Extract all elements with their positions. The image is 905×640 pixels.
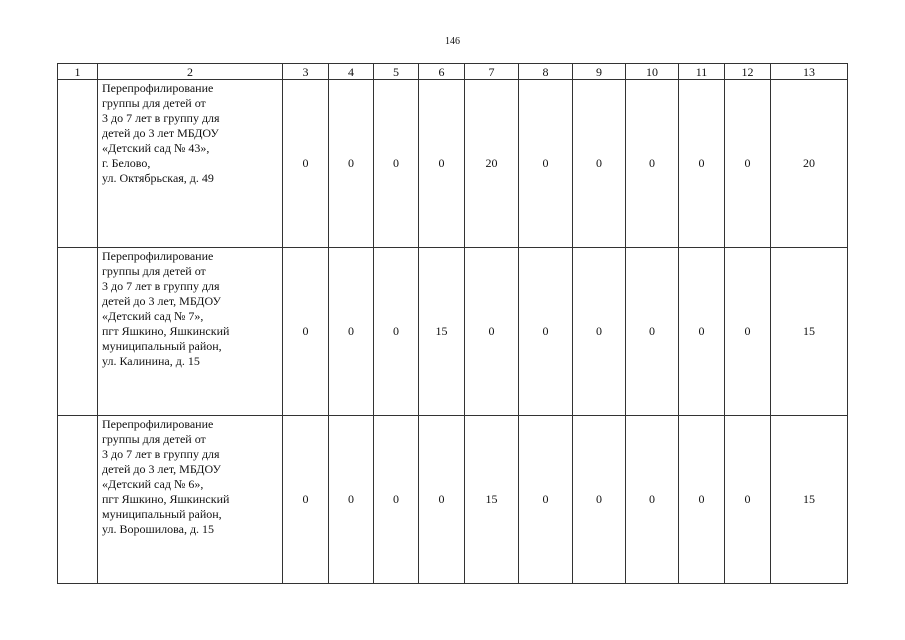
description-line: муниципальный район, [102, 507, 222, 521]
description-line: группы для детей от [102, 432, 206, 446]
table-row [58, 248, 848, 416]
description-line: пгт Яшкино, Яшкинский [102, 492, 230, 506]
column-header-6: 6 [419, 64, 465, 80]
value-cell-col-6: 15 [419, 248, 465, 416]
description-cell [98, 80, 283, 248]
value-cell-col-9: 0 [573, 248, 626, 416]
description-line: детей до 3 лет, МБДОУ [102, 294, 221, 308]
column-header-12: 12 [725, 64, 771, 80]
value-cell-col-9: 0 [573, 80, 626, 248]
value-cell-col-13: 15 [771, 416, 848, 584]
value-cell-col-4: 0 [329, 248, 374, 416]
value-cell-col-10: 0 [626, 248, 679, 416]
value-cell-col-12: 0 [725, 248, 771, 416]
value-cell-col-11: 0 [679, 248, 725, 416]
description-line: муниципальный район, [102, 339, 222, 353]
table-row [58, 416, 848, 584]
column-header-1: 1 [58, 64, 98, 80]
description-line: г. Белово, [102, 156, 151, 170]
column-header-13: 13 [771, 64, 848, 80]
value-cell-col-5: 0 [374, 80, 419, 248]
value-cell-col-7: 20 [465, 80, 519, 248]
description-line: группы для детей от [102, 264, 206, 278]
value-cell-col-11: 0 [679, 80, 725, 248]
description-line: Перепрофилирование [102, 417, 214, 431]
page-number: 146 [445, 36, 460, 47]
value-cell-col-3: 0 [283, 248, 329, 416]
value-cell-col-7: 15 [465, 416, 519, 584]
value-cell-col-4: 0 [329, 80, 374, 248]
table-row [58, 80, 848, 248]
value-cell-col-8: 0 [519, 248, 573, 416]
value-cell-col-12: 0 [725, 416, 771, 584]
value-cell-col-4: 0 [329, 416, 374, 584]
row-index-cell [58, 80, 98, 248]
description-line: «Детский сад № 6», [102, 477, 204, 491]
description-line: ул. Октябрьская, д. 49 [102, 171, 214, 185]
description-line: детей до 3 лет МБДОУ [102, 126, 219, 140]
description-line: 3 до 7 лет в группу для [102, 111, 220, 125]
description-line: «Детский сад № 7», [102, 309, 204, 323]
value-cell-col-10: 0 [626, 416, 679, 584]
column-header-8: 8 [519, 64, 573, 80]
value-cell-col-12: 0 [725, 80, 771, 248]
column-header-9: 9 [573, 64, 626, 80]
value-cell-col-3: 0 [283, 416, 329, 584]
description-cell [98, 416, 283, 584]
value-cell-col-5: 0 [374, 416, 419, 584]
row-index-cell [58, 248, 98, 416]
description-line: 3 до 7 лет в группу для [102, 447, 220, 461]
column-header-2: 2 [98, 64, 283, 80]
data-table [57, 63, 848, 584]
value-cell-col-6: 0 [419, 80, 465, 248]
column-header-11: 11 [679, 64, 725, 80]
value-cell-col-13: 20 [771, 80, 848, 248]
header-row [58, 64, 848, 80]
value-cell-col-8: 0 [519, 80, 573, 248]
description-line: ул. Калинина, д. 15 [102, 354, 200, 368]
value-cell-col-13: 15 [771, 248, 848, 416]
value-cell-col-5: 0 [374, 248, 419, 416]
column-header-5: 5 [374, 64, 419, 80]
value-cell-col-7: 0 [465, 248, 519, 416]
description-cell [98, 248, 283, 416]
value-cell-col-9: 0 [573, 416, 626, 584]
row-index-cell [58, 416, 98, 584]
value-cell-col-10: 0 [626, 80, 679, 248]
column-header-7: 7 [465, 64, 519, 80]
description-line: «Детский сад № 43», [102, 141, 210, 155]
description-line: Перепрофилирование [102, 249, 214, 263]
description-line: группы для детей от [102, 96, 206, 110]
description-line: Перепрофилирование [102, 81, 214, 95]
value-cell-col-8: 0 [519, 416, 573, 584]
column-header-4: 4 [329, 64, 374, 80]
description-line: ул. Ворошилова, д. 15 [102, 522, 215, 536]
column-header-10: 10 [626, 64, 679, 80]
description-line: пгт Яшкино, Яшкинский [102, 324, 230, 338]
value-cell-col-6: 0 [419, 416, 465, 584]
value-cell-col-11: 0 [679, 416, 725, 584]
description-line: детей до 3 лет, МБДОУ [102, 462, 221, 476]
column-header-3: 3 [283, 64, 329, 80]
description-line: 3 до 7 лет в группу для [102, 279, 220, 293]
value-cell-col-3: 0 [283, 80, 329, 248]
